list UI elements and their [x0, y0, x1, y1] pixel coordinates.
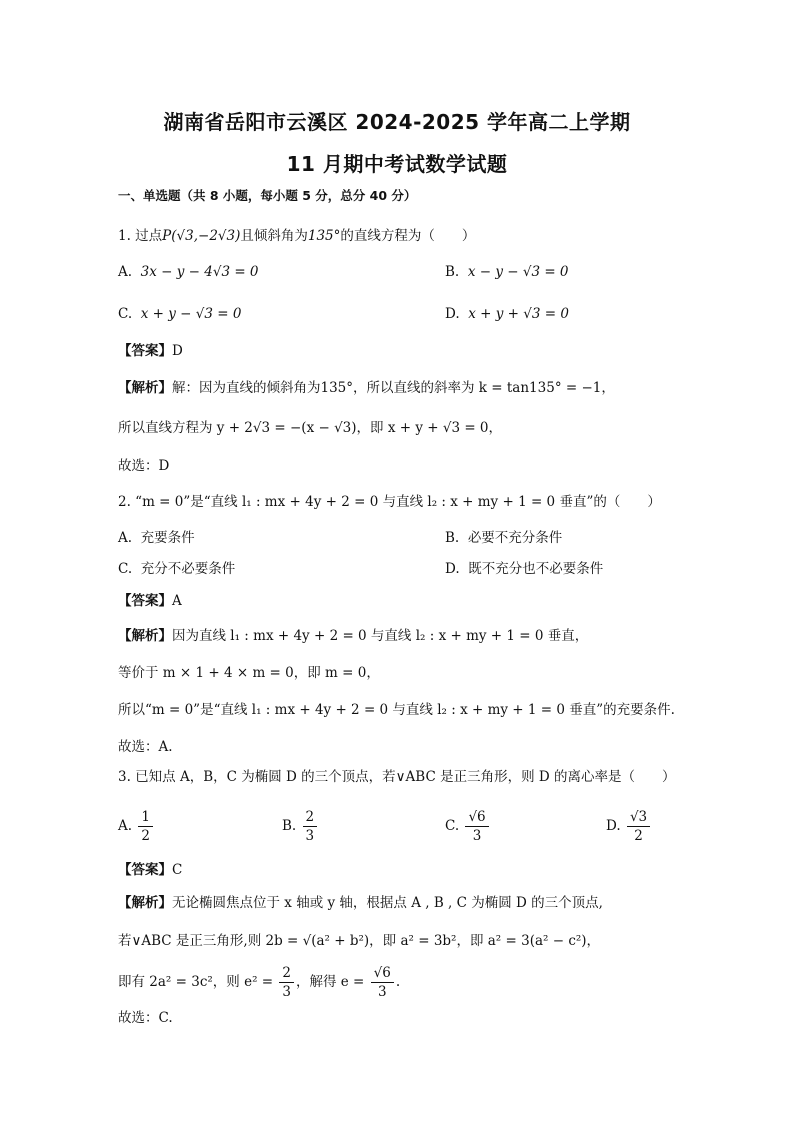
q1-analysis-line2: 所以直线方程为 y + 2√3 = −(x − √3)，即 x + y + √3 = 0， [118, 420, 503, 436]
q2-option-c [118, 558, 235, 580]
q1-prefix: 1. 过点 [118, 228, 163, 244]
q1-option-c [118, 303, 241, 325]
analysis-text: 因为直线 l₁ : mx + 4y + 2 = 0 与直线 l₂ : x + my + 1 = 0 垂直， [172, 628, 589, 644]
option-label: B. [445, 264, 460, 280]
q2-analysis-line2: 等价于 m × 1 + 4 × m = 0，即 m = 0， [118, 665, 380, 681]
q1-option-b [445, 261, 569, 283]
q1-option-d [445, 303, 569, 325]
analysis-text: 无论椭圆焦点位于 x 轴或 y 轴，根据点 A , B , C 为椭圆 D 的三个顶点, [172, 895, 603, 911]
analysis-tag: 【解析】 [118, 380, 172, 396]
e-fraction: $\frac{√6}{3}$ [371, 964, 394, 1001]
q3-analysis-line2: 若∨ABC 是正三角形,则 2b = √(a² + b²)，即 a² = 3b²，即 a² = 3(a² − c²)， [118, 933, 601, 949]
option-text: 必要不充分条件 [467, 530, 563, 546]
option-text: x + y + √3 = 0 [468, 306, 569, 322]
option-fraction: $\frac{1}{2}$ [138, 808, 153, 845]
q1-conclusion: 故选：D [118, 458, 170, 474]
answer-value: D [172, 343, 183, 359]
q2-analysis-line3: 所以“m = 0”是“直线 l₁ : mx + 4y + 2 = 0 与直线 l₂ : x + my + 1 = 0 垂直”的充要条件. [118, 702, 675, 718]
q1-stem [118, 226, 475, 246]
document-title-line1: 湖南省岳阳市云溪区 2024-2025 学年高二上学期 [163, 110, 631, 134]
q1-mid: 且倾斜角为 [240, 228, 308, 244]
analysis-tag: 【解析】 [118, 895, 172, 911]
option-fraction: $\frac{√3}{2}$ [627, 808, 650, 845]
analysis-tag: 【解析】 [118, 628, 172, 644]
q3-stem: 3. 已知点 A，B，C 为椭圆 D 的三个顶点，若∨ABC 是正三角形，则 D 的离心率是（ ） [118, 769, 676, 785]
option-text: x + y − √3 = 0 [140, 306, 242, 322]
q2-stem: 2. “m = 0”是“直线 l₁ : mx + 4y + 2 = 0 与直线 l₂ : x + my + 1 = 0 垂直”的（ ） [118, 494, 661, 510]
section-heading: 一、单选题（共 8 小题，每小题 5 分，总分 40 分） [118, 188, 417, 203]
q3-option-b [282, 808, 319, 845]
q2-conclusion: 故选：A. [118, 739, 173, 755]
option-label: C. [445, 818, 460, 834]
q1-point: P(√3,−2√3) [162, 228, 241, 244]
q1-angle: 135° [307, 228, 341, 244]
q3-answer [118, 860, 182, 880]
q3-analysis-line3: 即有 2a² = 3c²，则 e² = $\frac{2}{3}$ ，解得 e = $\frac{√6}{3}$ . [118, 965, 401, 1000]
option-fraction: $\frac{2}{3}$ [303, 808, 318, 845]
option-label: D. [445, 306, 460, 322]
q3-conclusion: 故选：C. [118, 1010, 173, 1026]
option-label: D. [445, 561, 460, 577]
option-text: 充要条件 [140, 530, 195, 546]
q2-analysis-line1 [118, 626, 588, 646]
option-label: A. [118, 264, 133, 280]
q1-analysis-line1 [118, 378, 615, 398]
answer-tag: 【答案】 [118, 343, 172, 359]
option-label: C. [118, 561, 133, 577]
option-label: A. [118, 818, 133, 834]
document-title-line2: 11 月期中考试数学试题 [286, 152, 508, 176]
option-label: B. [445, 530, 460, 546]
q2-option-a [118, 527, 195, 549]
option-label: B. [282, 818, 297, 834]
q3-option-c [445, 808, 491, 845]
analysis-text: 解：因为直线的倾斜角为135°，所以直线的斜率为 k = tan135° = −1， [172, 380, 615, 396]
q3-option-a [118, 808, 155, 845]
option-label: A. [118, 530, 133, 546]
answer-value: A [172, 593, 182, 609]
answer-tag: 【答案】 [118, 862, 172, 878]
option-text: 既不充分也不必要条件 [468, 561, 604, 577]
q2-option-b [445, 527, 562, 549]
q3-option-d [606, 808, 652, 845]
option-text: 充分不必要条件 [140, 561, 236, 577]
q2-answer [118, 591, 182, 611]
option-text: 3x − y − 4√3 = 0 [140, 264, 259, 280]
q1-answer [118, 341, 183, 361]
q2-option-d [445, 558, 603, 580]
answer-value: C [172, 862, 183, 878]
q1-option-a [118, 261, 259, 283]
option-text: x − y − √3 = 0 [467, 264, 569, 280]
option-label: D. [606, 818, 621, 834]
q1-suffix: 的直线方程为（ ） [340, 228, 476, 244]
answer-tag: 【答案】 [118, 593, 172, 609]
option-label: C. [118, 306, 133, 322]
option-fraction: $\frac{√6}{3}$ [465, 808, 488, 845]
e-squared-fraction: $\frac{2}{3}$ [279, 964, 294, 1001]
q3-analysis-line1 [118, 893, 603, 913]
